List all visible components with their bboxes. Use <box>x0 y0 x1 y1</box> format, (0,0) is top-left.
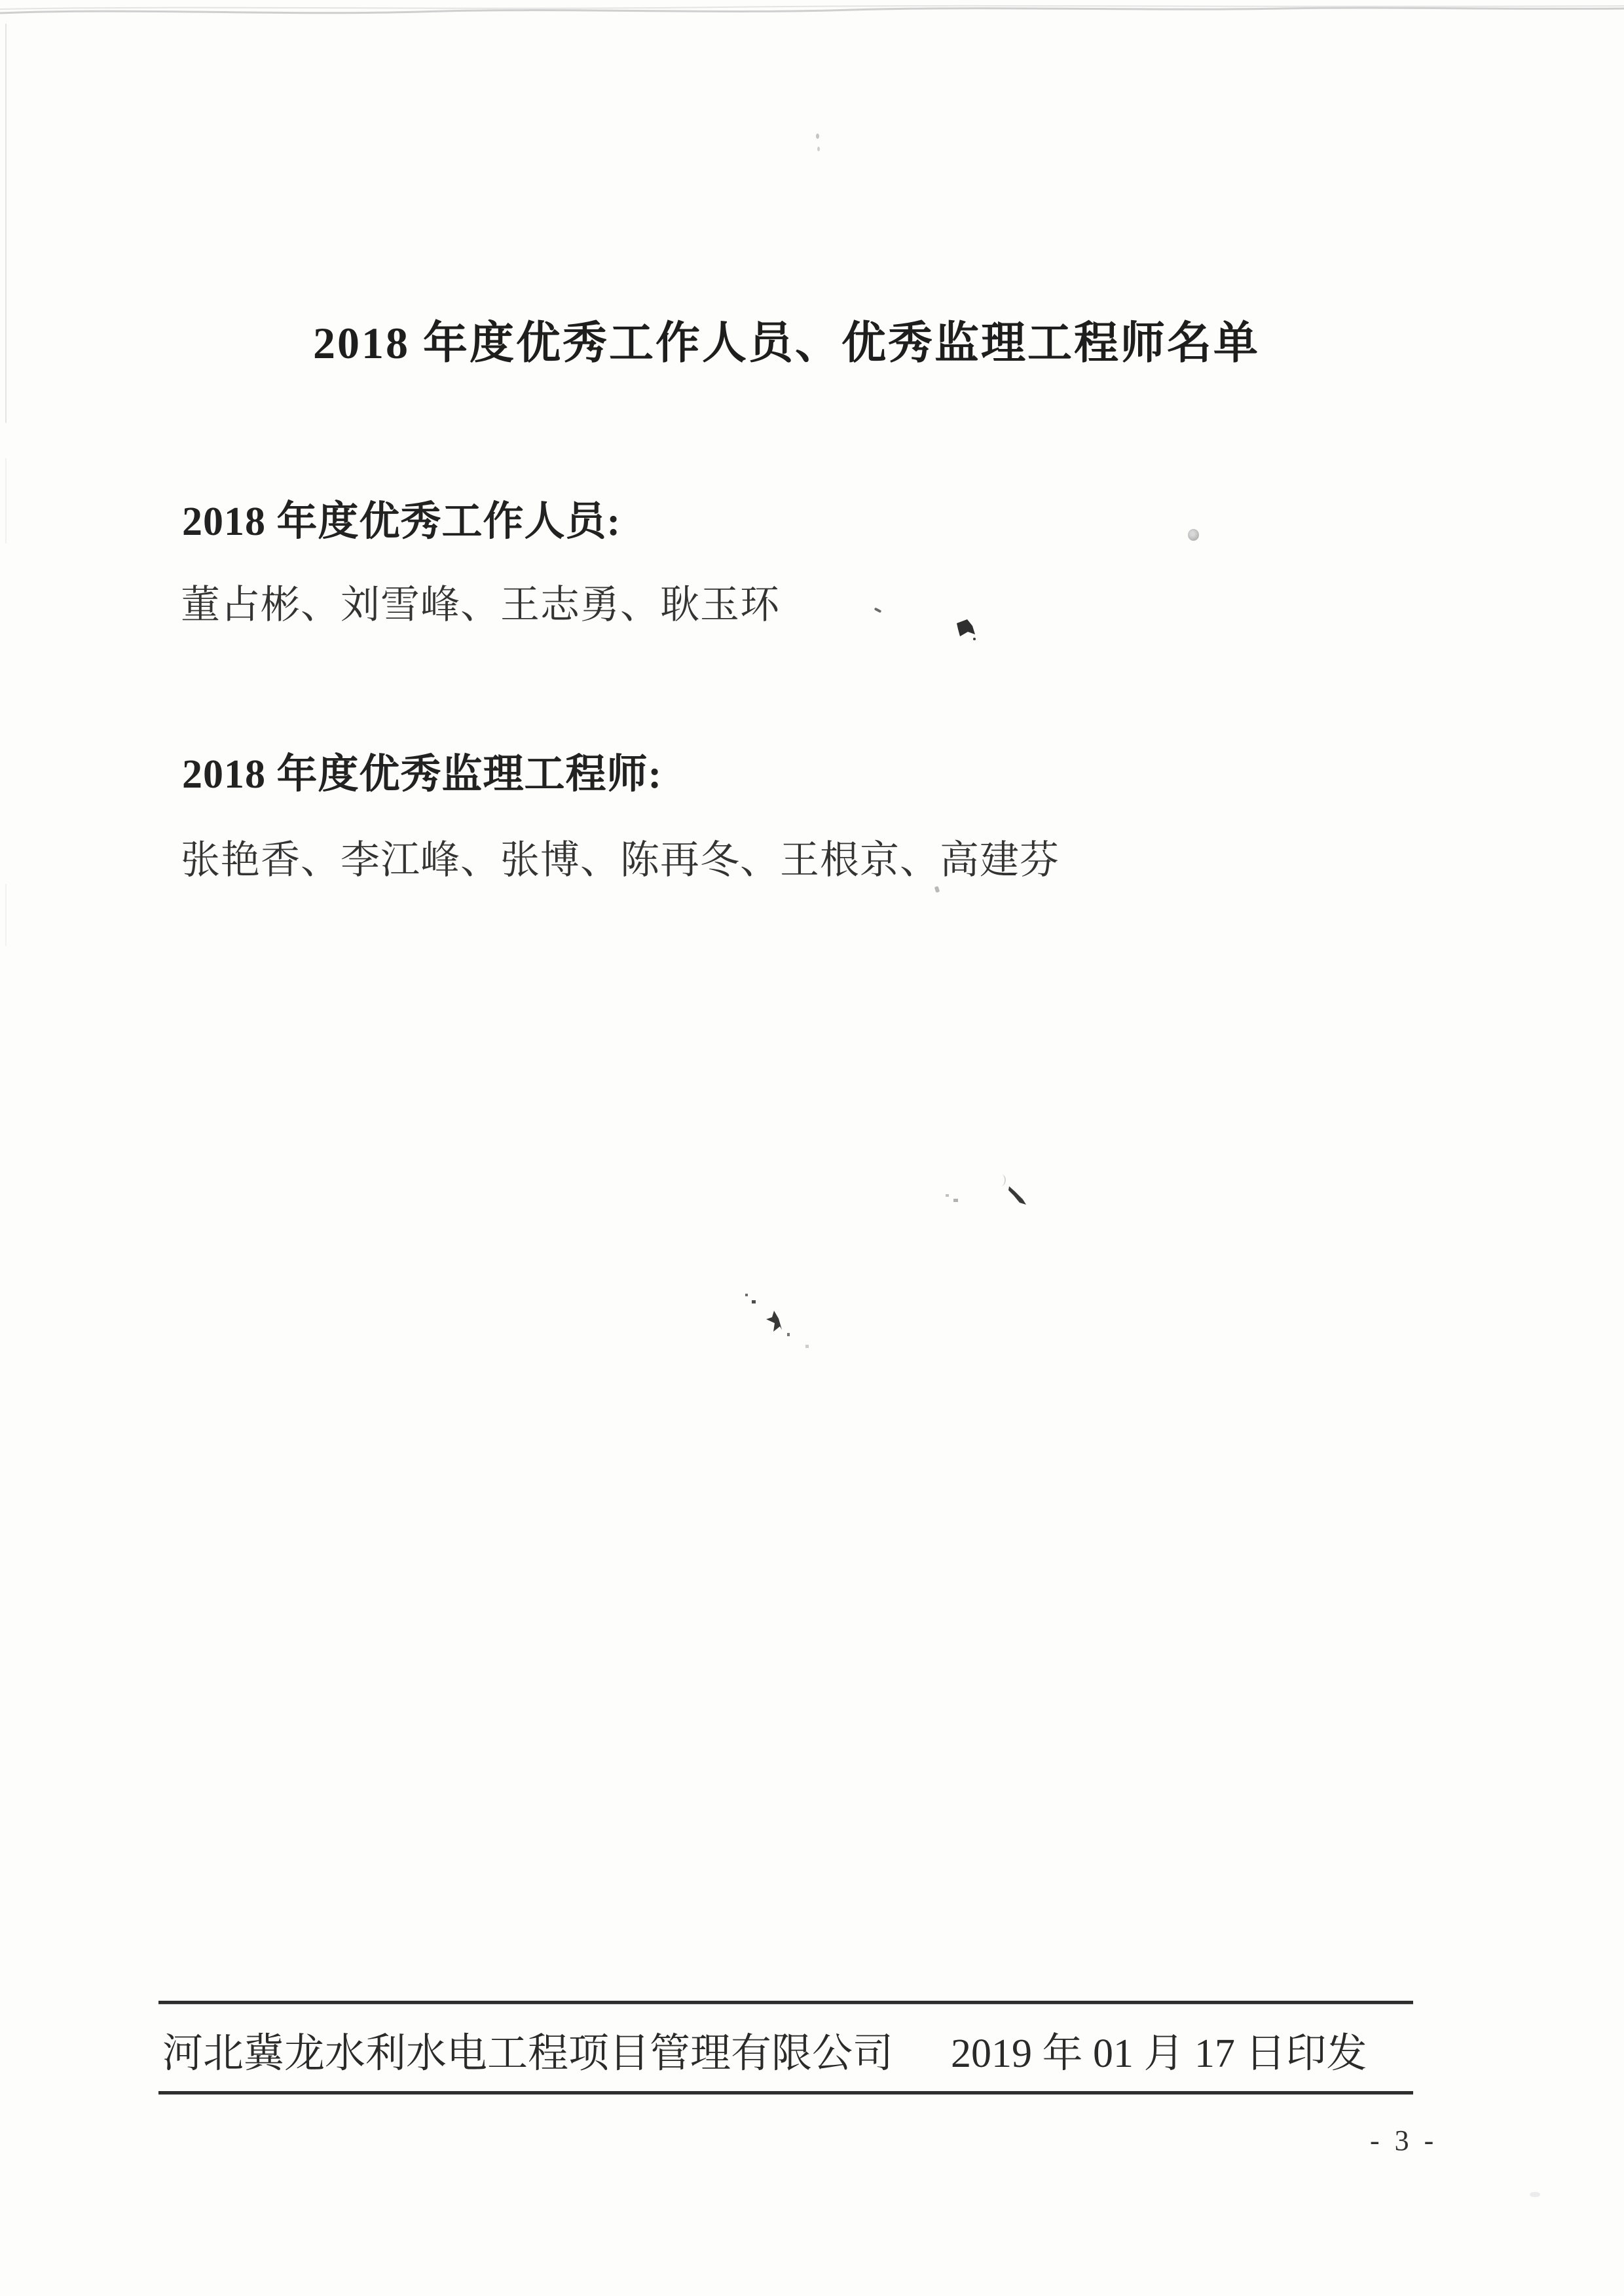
paper-left-edge <box>5 458 7 543</box>
scan-speck <box>745 1294 748 1296</box>
scan-speck <box>934 886 940 892</box>
ink-blot <box>955 618 978 644</box>
section-heading-excellent-supervisors: 2018 年度优秀监理工程师: <box>182 752 663 797</box>
footer-rule-top <box>158 2001 1413 2004</box>
paper-top-edge <box>0 0 1624 22</box>
scan-speck <box>953 1199 958 1202</box>
footer-rule-bottom <box>158 2091 1413 2094</box>
ink-mark <box>765 1309 784 1336</box>
scan-speck <box>816 134 819 139</box>
scan-speck <box>946 1194 949 1197</box>
document-title: 2018 年度优秀工作人员、优秀监理工程师名单 <box>312 318 1260 368</box>
scan-speck <box>805 1345 809 1348</box>
paper-left-edge <box>5 884 7 946</box>
scan-smudge-dot <box>1188 529 1199 541</box>
scan-speck <box>752 1300 756 1303</box>
scan-speck <box>874 608 882 613</box>
footer <box>162 2020 1413 2079</box>
page-number: - 3 - <box>1370 2124 1438 2157</box>
ink-scratch <box>1007 1185 1028 1207</box>
scan-speck <box>817 147 820 151</box>
scan-scratch-faint <box>997 1175 1006 1186</box>
names-list-excellent-supervisors: 张艳香、李江峰、张博、陈再冬、王根京、高建芬 <box>181 839 1060 882</box>
scan-smudge <box>1530 2192 1540 2197</box>
scan-speck <box>787 1333 790 1336</box>
names-list-excellent-staff: 董占彬、刘雪峰、王志勇、耿玉环 <box>181 583 780 627</box>
footer-issue-date: 2019 年 01 月 17 日印发 <box>951 2032 1367 2076</box>
footer-issuer: 河北冀龙水利水电工程项目管理有限公司 <box>162 2032 894 2076</box>
section-heading-excellent-staff: 2018 年度优秀工作人员: <box>182 500 621 544</box>
